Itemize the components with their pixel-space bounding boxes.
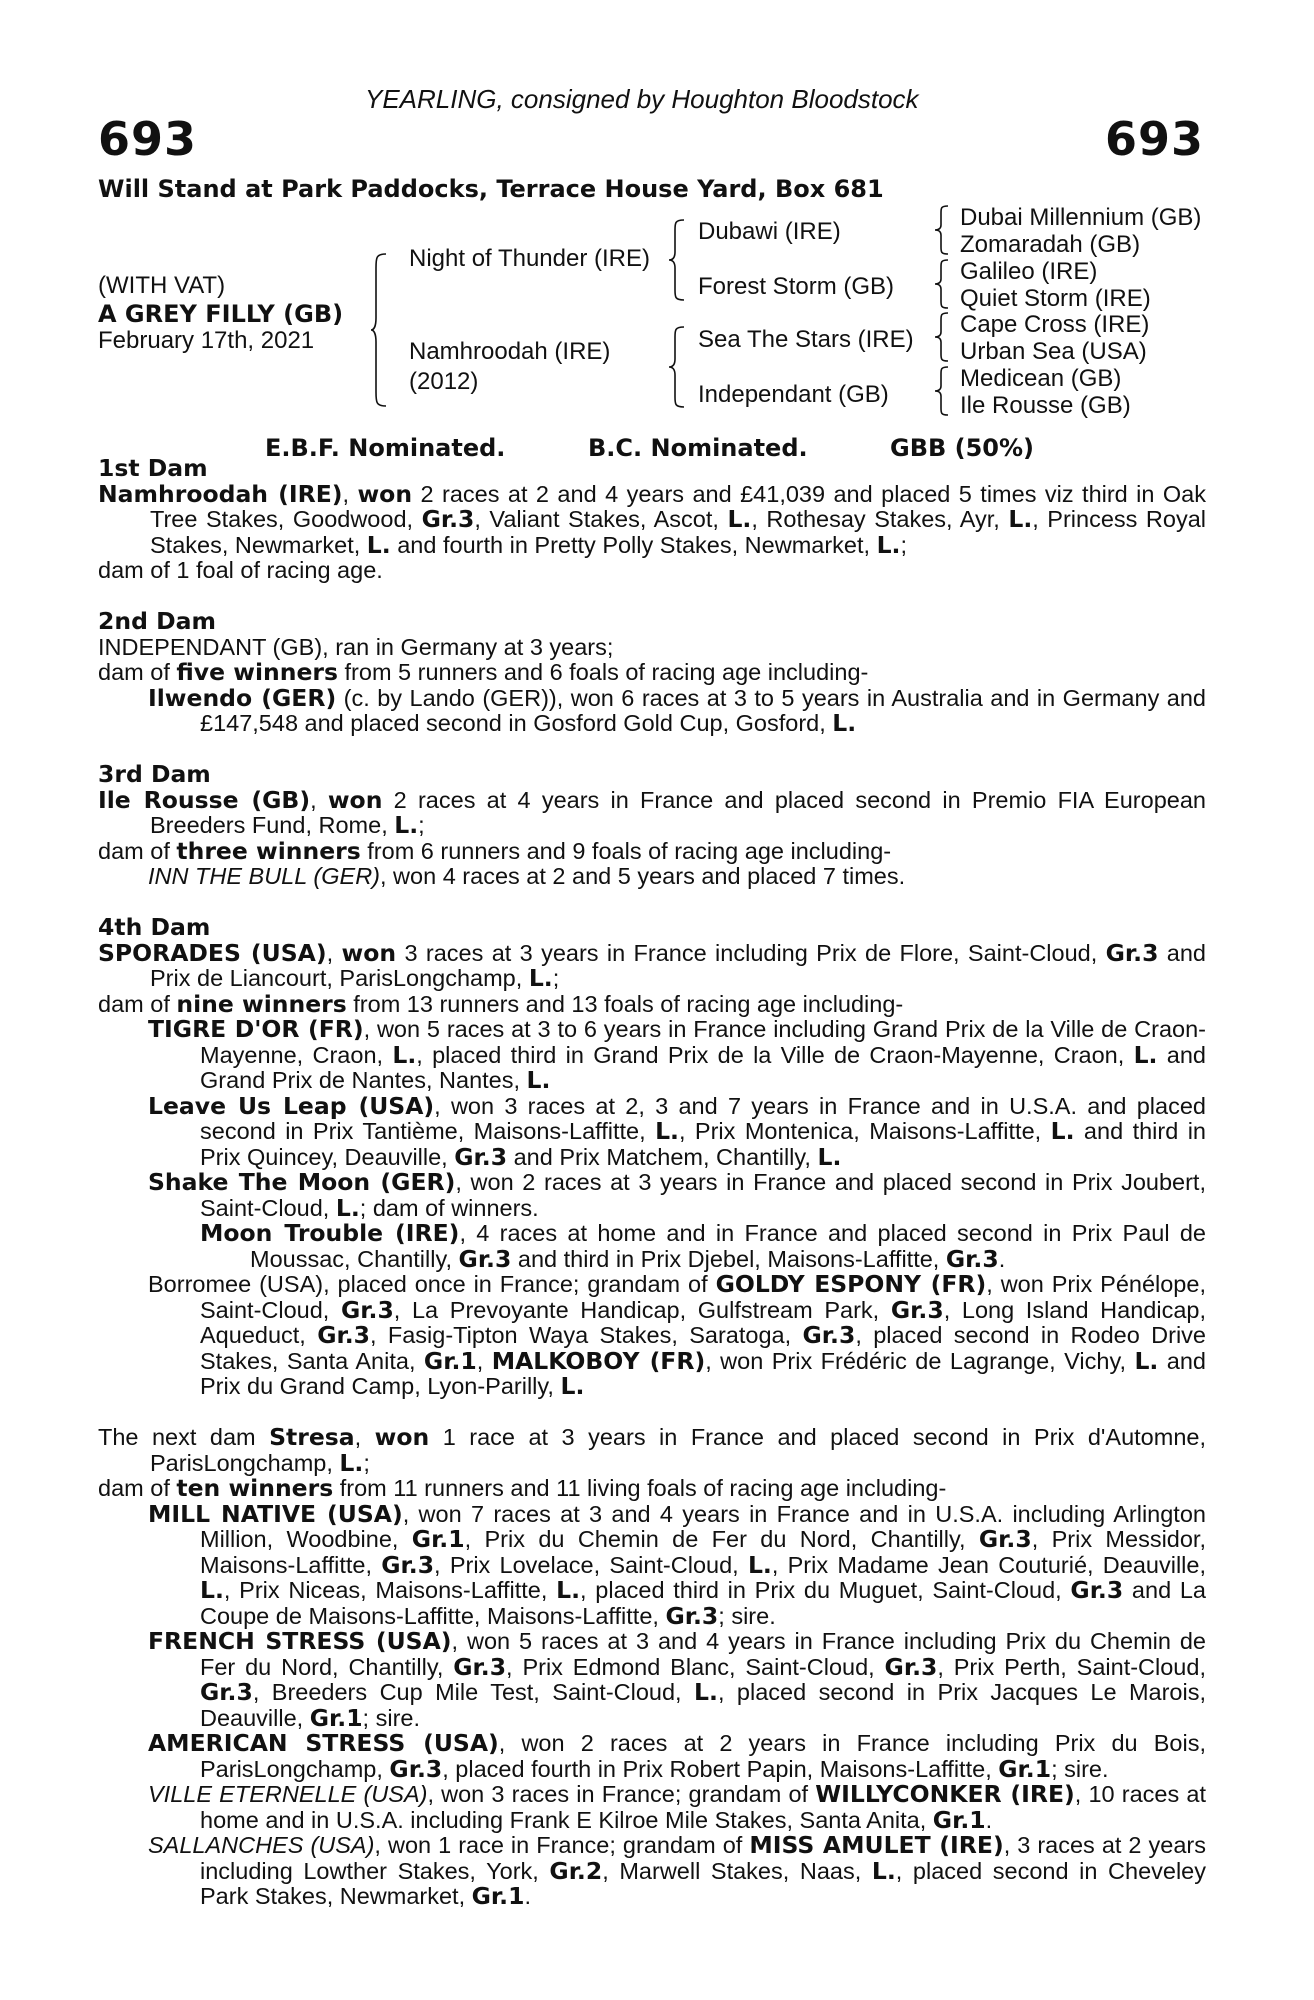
produce-line: dam of nine winners from 13 runners and 13 foals of racing age including- <box>98 989 904 1018</box>
dam-paragraph: The next dam Stresa, won 1 race at 3 years in France and placed second in Prix d'Automne, ParisLongchamp, L.; <box>98 1423 1206 1477</box>
offspring-entry: INN THE BULL (GER), won 4 races at 2 and 5 years and placed 7 times. <box>148 863 906 889</box>
dam-paragraph: INDEPENDANT (GB), ran in Germany at 3 years; <box>98 633 614 660</box>
pedigree-g3: Zomaradah (GB) <box>960 231 1141 258</box>
section-heading: 2nd Dam <box>98 607 216 635</box>
offspring-entry: Leave Us Leap (USA), won 3 races at 2, 3 and 7 years in France and in U.S.A. and placed second in Prix Tantième, Maisons-Laffitte, L., Prix Montenica, Maisons-Laffitte, L. and third in Prix Quincey, Deauville, Gr.3 and Prix Matchem, Chantilly, L. <box>148 1091 1206 1171</box>
produce-line: dam of three winners from 6 runners and 9 foals of racing age including- <box>98 836 892 865</box>
lot-number-right: 693 <box>1105 112 1205 166</box>
offspring-entry: MILL NATIVE (USA), won 7 races at 3 and 4 years in France and in U.S.A. including Arlington Million, Woodbine, Gr.1, Prix du Chemin de Fer du Nord, Chantilly, Gr.3, Prix Messidor, Maisons-Laffitte, Gr.3, Prix Lovelace, Saint-Cloud, L., Prix Madame Jean Couturié, Deauville, L., Prix Niceas, Maisons-Laffitte, L., placed third in Prix du Muguet, Saint-Cloud, Gr.3 and La Coupe de Maisons-Laffitte, Maisons-Laffitte, Gr.3; sire. <box>148 1499 1207 1630</box>
pedigree-g3: Quiet Storm (IRE) <box>960 285 1151 312</box>
section-heading: 3rd Dam <box>98 760 211 788</box>
offspring-entry: Moon Trouble (IRE), 4 races at home and in France and placed second in Prix Paul de Moussac, Chantilly, Gr.3 and third in Prix Djebel, Maisons-Laffitte, Gr.3. <box>200 1219 1206 1273</box>
offspring-entry: Borromee (USA), placed once in France; grandam of GOLDY ESPONY (FR), won Prix Pénélope, Saint-Cloud, Gr.3, La Prevoyante Handicap, Gulfstream Park, Gr.3, Long Island Handicap, Aqueduct, Gr.3, Fasig-Tipton Waya Stakes, Saratoga, Gr.3, placed second in Rodeo Drive Stakes, Santa Anita, Gr.1, MALKOBOY (FR), won Prix Frédéric de Lagrange, Vichy, L. and Prix du Grand Camp, Lyon-Parilly, L. <box>148 1270 1206 1400</box>
offspring-entry: VILLE ETERNELLE (USA), won 3 races in France; grandam of WILLYCONKER (IRE), 10 races at home and in U.S.A. including Frank E Kilroe Mile Stakes, Santa Anita, Gr.1. <box>148 1780 1207 1834</box>
pedigree-brace-sire <box>668 218 686 302</box>
pedigree-dam-dam: Independant (GB) <box>698 381 889 408</box>
pedigree-g3: Ile Rousse (GB) <box>960 392 1131 419</box>
vat-note: (WITH VAT) <box>98 272 226 299</box>
ebf-nomination: E.B.F. Nominated. <box>265 434 506 462</box>
pedigree-sire-dam: Forest Storm (GB) <box>698 273 895 300</box>
offspring-entry: TIGRE D'OR (FR), won 5 races at 3 to 6 years in France including Grand Prix de la Ville de Craon-Mayenne, Craon, L., placed third in Grand Prix de la Ville de Craon-Mayenne, Craon, L. and Grand Prix de Nantes, Nantes, L. <box>148 1015 1206 1094</box>
dam-paragraph: Namhroodah (IRE), won 2 races at 2 and 4 years and £41,039 and placed 5 times viz third in Oak Tree Stakes, Goodwood, Gr.3, Valiant Stakes, Ascot, L., Rothesay Stakes, Ayr, L., Princess Royal Stakes, Newmarket, L. and fourth in Pretty Polly Stakes, Newmarket, L.; <box>98 479 1207 559</box>
produce-line: dam of 1 foal of racing age. <box>98 557 383 583</box>
gbb-status: GBB (50%) <box>890 434 1035 462</box>
foaling-date: February 17th, 2021 <box>98 327 315 354</box>
dam-paragraph: SPORADES (USA), won 3 races at 3 years in France including Prix de Flore, Saint-Cloud, Gr.3 and Prix de Liancourt, ParisLongchamp, L.; <box>98 938 1207 992</box>
pedigree-brace-g3-3 <box>934 311 950 363</box>
pedigree-brace-dam <box>668 325 686 409</box>
stand-location: Will Stand at Park Paddocks, Terrace House Yard, Box 681 <box>98 175 884 203</box>
offspring-entry: Ilwendo (GER) (c. by Lando (GER)), won 6 races at 3 to 5 years in Australia and in Germany and £147,548 and placed second in Gosford Gold Cup, Gosford, L. <box>148 683 1206 737</box>
catalogue-body <box>98 456 1206 1910</box>
pedigree-g3: Medicean (GB) <box>960 365 1122 392</box>
pedigree-brace-g3-1 <box>934 204 950 256</box>
pedigree-brace-g3-4 <box>934 365 950 417</box>
pedigree-sire-sire: Dubawi (IRE) <box>698 218 841 245</box>
lot-number-left: 693 <box>98 112 198 166</box>
pedigree-brace-g3-2 <box>934 258 950 310</box>
produce-line: dam of five winners from 5 runners and 6 foals of racing age including- <box>98 658 869 686</box>
section-heading: 1st Dam <box>98 454 208 482</box>
lot-description: A GREY FILLY (GB) <box>98 300 344 328</box>
offspring-entry: SALLANCHES (USA), won 1 race in France; grandam of MISS AMULET (IRE), 3 races at 2 years including Lowther Stakes, York, Gr.2, Marwell Stakes, Naas, L., placed second in Cheveley Park Stakes, Newmarket, Gr.1. <box>148 1831 1207 1910</box>
pedigree-g3: Cape Cross (IRE) <box>960 311 1150 338</box>
pedigree-g3: Urban Sea (USA) <box>960 338 1147 365</box>
pedigree-dam-year: (2012) <box>409 368 479 395</box>
pedigree-sire: Night of Thunder (IRE) <box>409 245 650 272</box>
produce-line: dam of ten winners from 11 runners and 11 living foals of racing age including- <box>98 1474 947 1502</box>
pedigree-dam-sire: Sea The Stars (IRE) <box>698 326 914 353</box>
pedigree-brace-main <box>370 252 388 408</box>
section-heading: 4th Dam <box>98 913 211 941</box>
pedigree-dam: Namhroodah (IRE) <box>409 338 611 365</box>
offspring-entry: Shake The Moon (GER), won 2 races at 3 years in France and placed second in Prix Joubert, Saint-Cloud, L.; dam of winners. <box>148 1168 1206 1222</box>
offspring-entry: AMERICAN STRESS (USA), won 2 races at 2 years in France including Prix du Bois, ParisLongchamp, Gr.3, placed fourth in Prix Robert Papin, Maisons-Laffitte, Gr.1; sire. <box>148 1729 1206 1783</box>
offspring-entry: FRENCH STRESS (USA), won 5 races at 3 and 4 years in France including Prix du Chemin de Fer du Nord, Chantilly, Gr.3, Prix Edmond Blanc, Saint-Cloud, Gr.3, Prix Perth, Saint-Cloud, Gr.3, Breeders Cup Mile Test, Saint-Cloud, L., placed second in Prix Jacques Le Marois, Deauville, Gr.1; sire. <box>148 1627 1207 1732</box>
pedigree-g3: Galileo (IRE) <box>960 258 1098 285</box>
dam-paragraph: Ile Rousse (GB), won 2 races at 4 years in France and placed second in Premio FIA European Breeders Fund, Rome, L.; <box>98 785 1206 839</box>
bc-nomination: B.C. Nominated. <box>588 434 808 462</box>
pedigree-g3: Dubai Millennium (GB) <box>960 204 1202 231</box>
consignment-line: YEARLING, consigned by Houghton Bloodstock <box>365 84 919 114</box>
